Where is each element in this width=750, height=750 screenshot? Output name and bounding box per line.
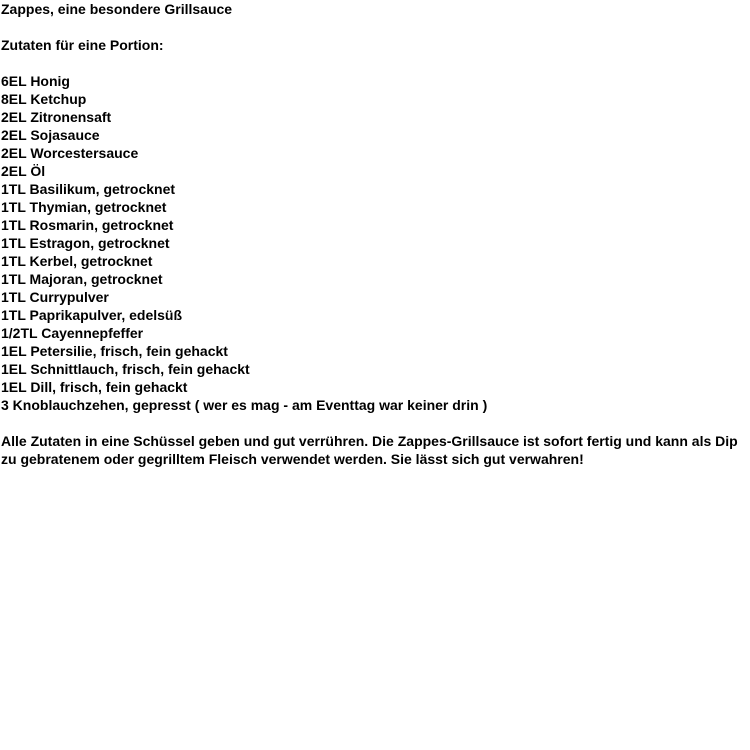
ingredient-item: 1TL Kerbel, getrocknet [1, 253, 153, 269]
ingredient-item: 3 Knoblauchzehen, gepresst ( wer es mag - am Eventtag war keiner drin ) [1, 397, 488, 413]
ingredient-item: 1TL Thymian, getrocknet [1, 199, 167, 215]
ingredient-item: 1EL Schnittlauch, frisch, fein gehackt [1, 361, 250, 377]
ingredient-item: 1TL Rosmarin, getrocknet [1, 217, 174, 233]
instructions-paragraph: Alle Zutaten in eine Schüssel geben und gut verrühren. Die Zappes-Grillsauce ist sofort fertig und kann als Dip zu gebratenem oder gegrilltem Fleisch verwendet werden. Sie lässt sich gut verwahren! [1, 433, 738, 467]
ingredient-item: 1EL Dill, frisch, fein gehackt [1, 379, 188, 395]
ingredient-item: 1TL Basilikum, getrocknet [1, 181, 176, 197]
spacer [1, 18, 749, 36]
ingredient-item: 6EL Honig [1, 73, 70, 89]
recipe-title: Zappes, eine besondere Grillsauce [1, 1, 233, 17]
ingredient-item: 2EL Worcestersauce [1, 145, 139, 161]
ingredient-list [1, 72, 749, 414]
ingredient-item: 1TL Paprikapulver, edelsüß [1, 307, 183, 323]
ingredient-item: 1EL Petersilie, frisch, fein gehackt [1, 343, 228, 359]
ingredient-item: 2EL Öl [1, 163, 46, 179]
ingredient-item: 1TL Estragon, getrocknet [1, 235, 170, 251]
ingredient-item: 1TL Currypulver [1, 289, 109, 305]
spacer [1, 54, 749, 72]
portion-heading: Zutaten für eine Portion: [1, 37, 164, 53]
ingredient-item: 1TL Majoran, getrocknet [1, 271, 163, 287]
ingredient-item: 2EL Sojasauce [1, 127, 100, 143]
ingredient-item: 1/2TL Cayennepfeffer [1, 325, 144, 341]
ingredient-item: 8EL Ketchup [1, 91, 87, 107]
spacer [1, 414, 749, 432]
ingredient-item: 2EL Zitronensaft [1, 109, 112, 125]
recipe-document [1, 0, 749, 468]
